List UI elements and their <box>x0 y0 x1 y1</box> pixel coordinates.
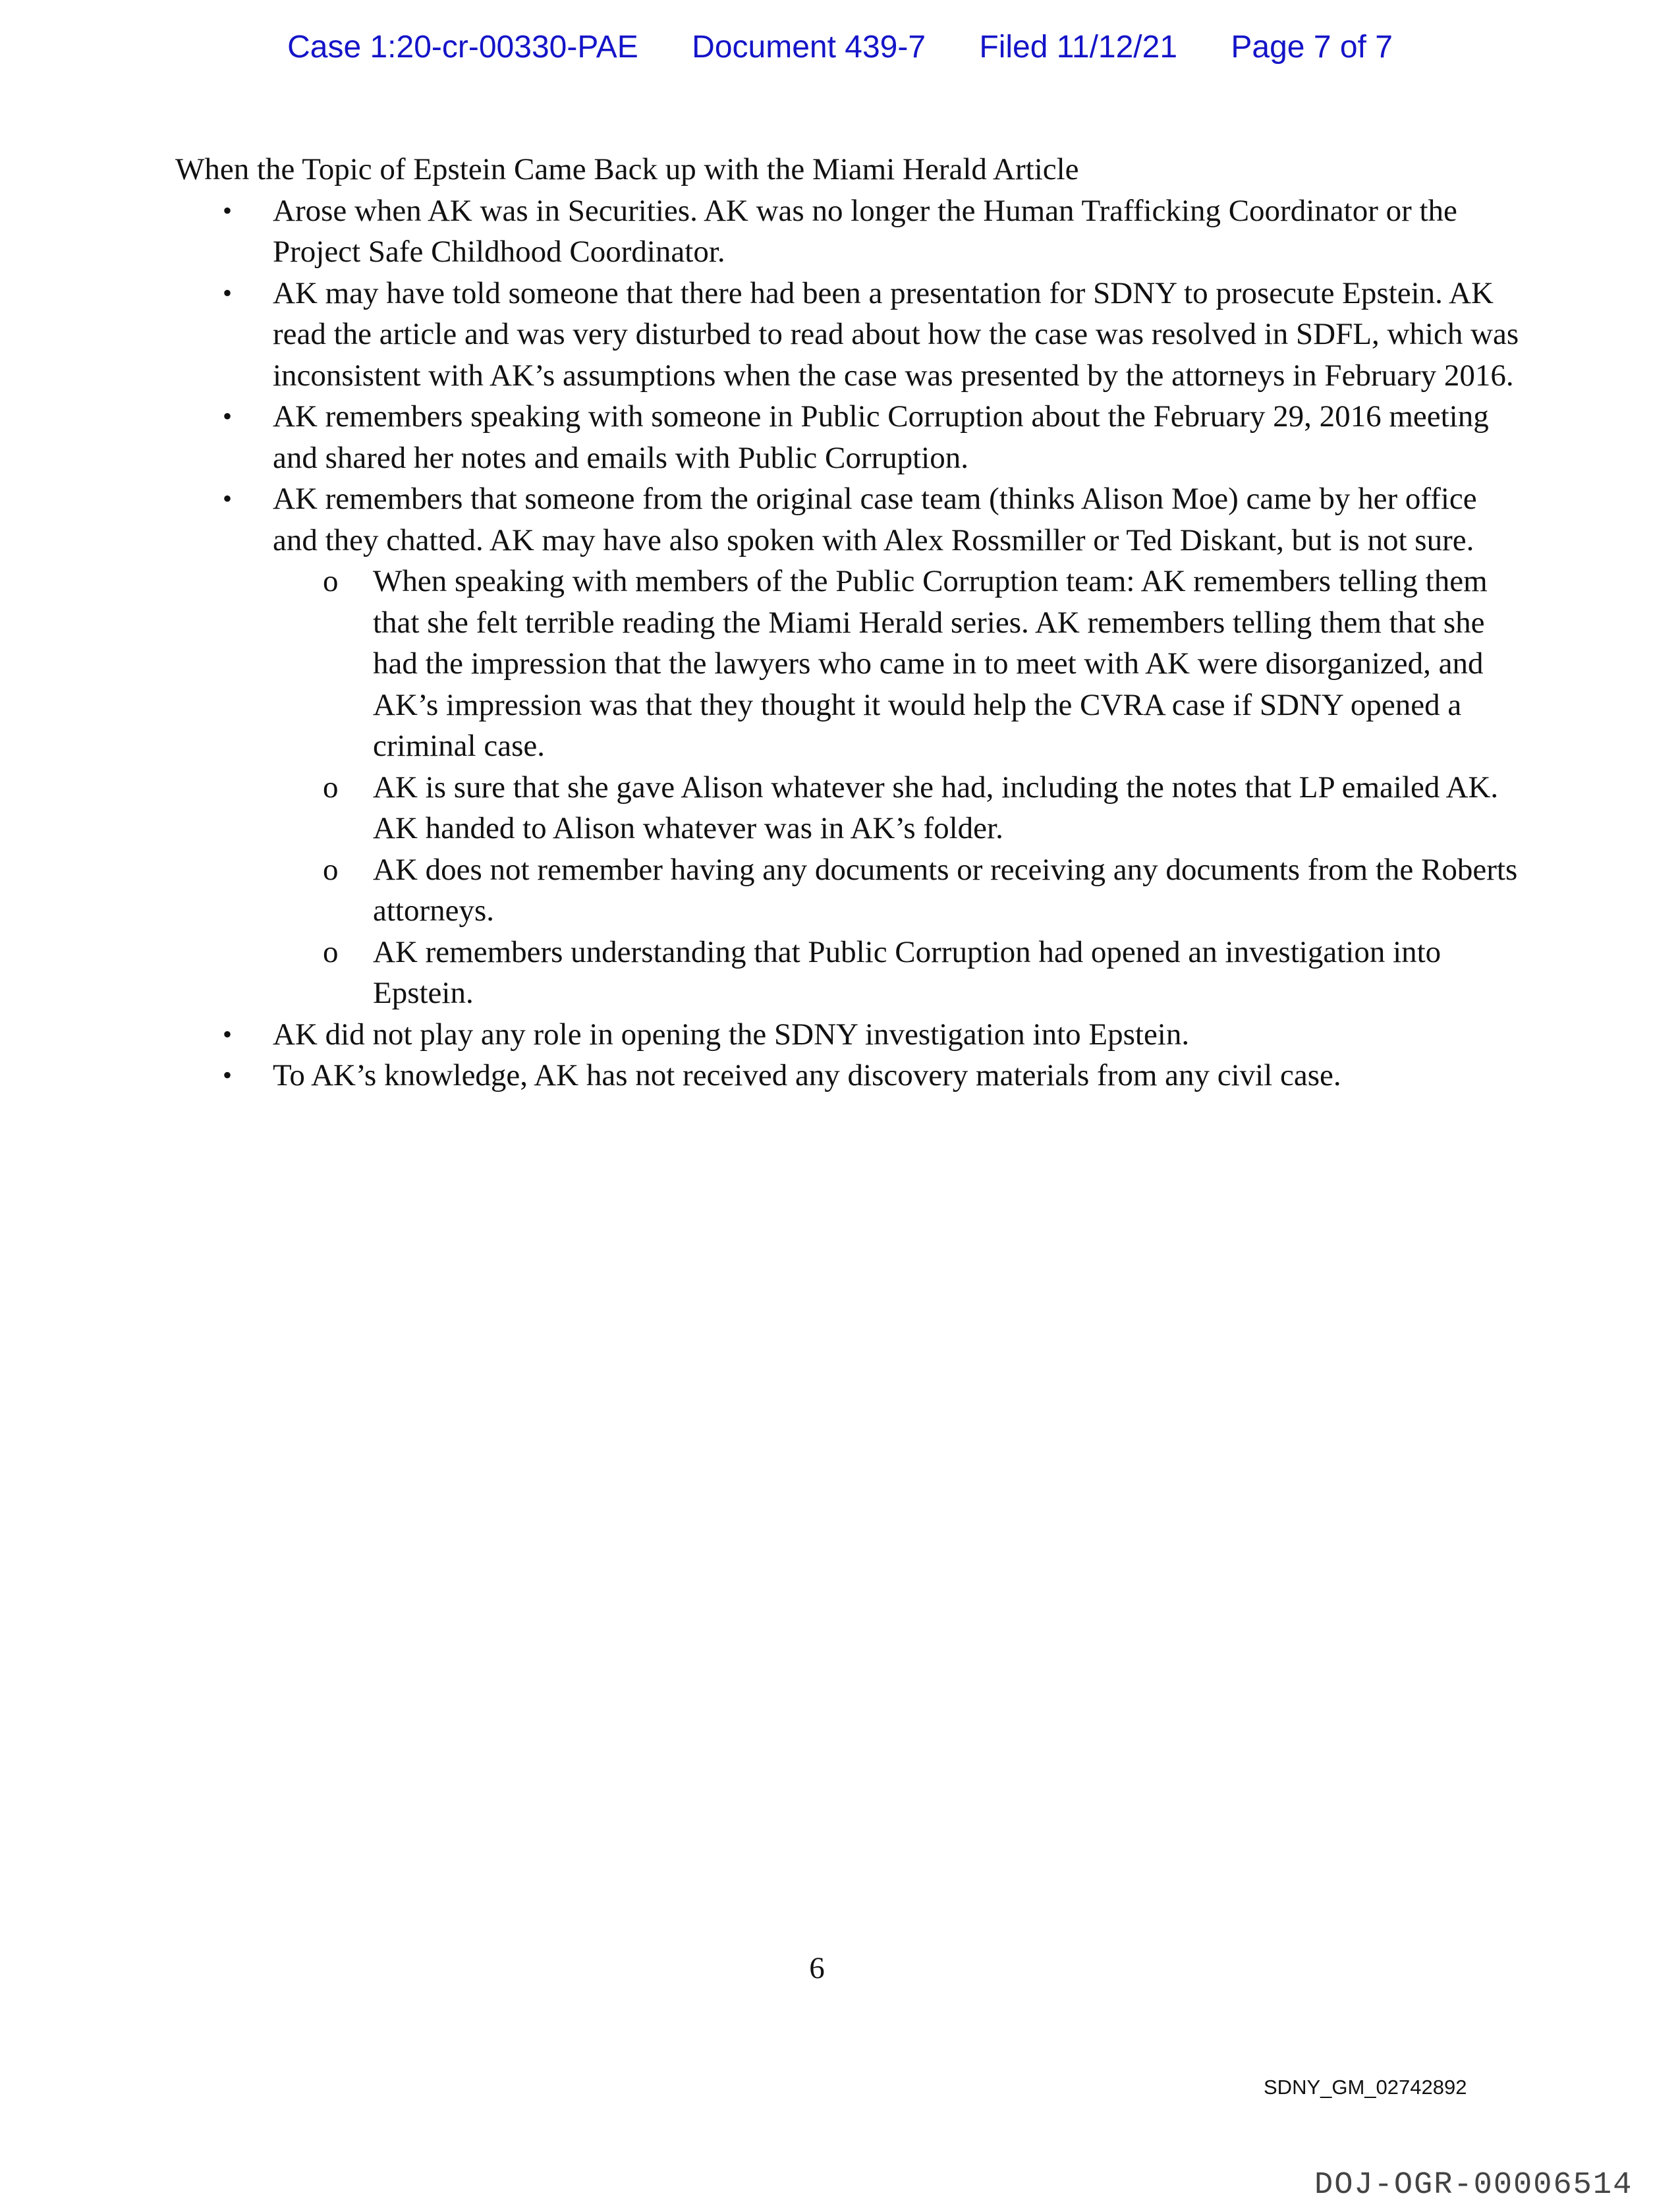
document-body <box>175 149 1519 1096</box>
bullet-icon: • <box>223 484 233 513</box>
section-heading: When the Topic of Epstein Came Back up with the Miami Herald Article <box>175 152 1079 186</box>
page-number: 6 <box>809 1951 825 1985</box>
list-item-text: Arose when AK was in Securities. AK was no longer the Human Trafficking Coordinator or the Project Safe Childhood Coordinator. <box>273 193 1457 269</box>
doj-stamp: DOJ-OGR-00006514 <box>1314 2168 1633 2203</box>
sub-list-item-text: AK does not remember having any documents or receiving any documents from the Roberts attorneys. <box>373 852 1518 928</box>
circle-bullet-icon: o <box>323 564 339 598</box>
circle-bullet-icon: o <box>323 770 339 805</box>
sub-list-item <box>273 561 1536 767</box>
list-item <box>175 1055 1525 1096</box>
bullet-icon: • <box>223 1060 233 1090</box>
document-number: Document 439-7 <box>692 30 926 65</box>
circle-bullet-icon: o <box>323 852 339 887</box>
sub-list-item <box>273 767 1536 849</box>
list-item <box>175 1014 1525 1056</box>
list-item-text: AK remembers speaking with someone in Public Corruption about the February 29, 2016 meeting and shared her notes and emails with Public Corruption. <box>273 399 1489 475</box>
sub-list-item-text: When speaking with members of the Public Corruption team: AK remembers telling them that she felt terrible reading the Miami Herald series. AK remembers telling them that she had the impression that the lawyers who came in to meet with AK were disorganized, and AK’s impression was that they thought it would help the CVRA case if SDNY opened a criminal case. <box>373 564 1488 763</box>
sub-list-item <box>273 849 1536 932</box>
list-item-text: AK remembers that someone from the original case team (thinks Alison Moe) came by her office and they chatted. AK may have also spoken with Alex Rossmiller or Ted Diskant, but is not sure. <box>273 482 1477 557</box>
sub-bullet-list <box>273 561 1525 1014</box>
list-item-text: To AK’s knowledge, AK has not received any discovery materials from any civil case. <box>273 1058 1341 1092</box>
sub-list-item-text: AK remembers understanding that Public Corruption had opened an investigation into Epstein. <box>373 934 1442 1010</box>
sub-list-item <box>273 932 1536 1014</box>
bates-number: SDNY_GM_02742892 <box>1264 2076 1467 2099</box>
filed-date: Filed 11/12/21 <box>979 30 1178 65</box>
bullet-icon: • <box>223 277 233 308</box>
case-number: Case 1:20-cr-00330-PAE <box>287 30 638 65</box>
list-item <box>175 478 1525 1014</box>
bullet-icon: • <box>223 195 233 225</box>
list-item <box>175 190 1525 273</box>
bullet-icon: • <box>223 1019 233 1049</box>
bullet-list <box>175 190 1519 1096</box>
page-count: Page 7 of 7 <box>1231 30 1393 65</box>
list-item-text: AK did not play any role in opening the SDNY investigation into Epstein. <box>273 1017 1190 1052</box>
circle-bullet-icon: o <box>323 934 339 969</box>
list-item <box>175 273 1525 397</box>
list-item <box>175 396 1525 478</box>
case-header <box>0 29 1680 65</box>
sub-list-item-text: AK is sure that she gave Alison whatever she had, including the notes that LP emailed AK. AK handed to Alison whatever was in AK’s folder. <box>373 770 1499 845</box>
list-item-text: AK may have told someone that there had been a presentation for SDNY to prosecute Epstein. AK read the article and was very disturbed to read about how the case was resolved in SDFL, which was inconsistent with AK’s assumptions when the case was presented by the attorneys in February 2016. <box>273 275 1519 393</box>
bullet-icon: • <box>223 401 233 431</box>
